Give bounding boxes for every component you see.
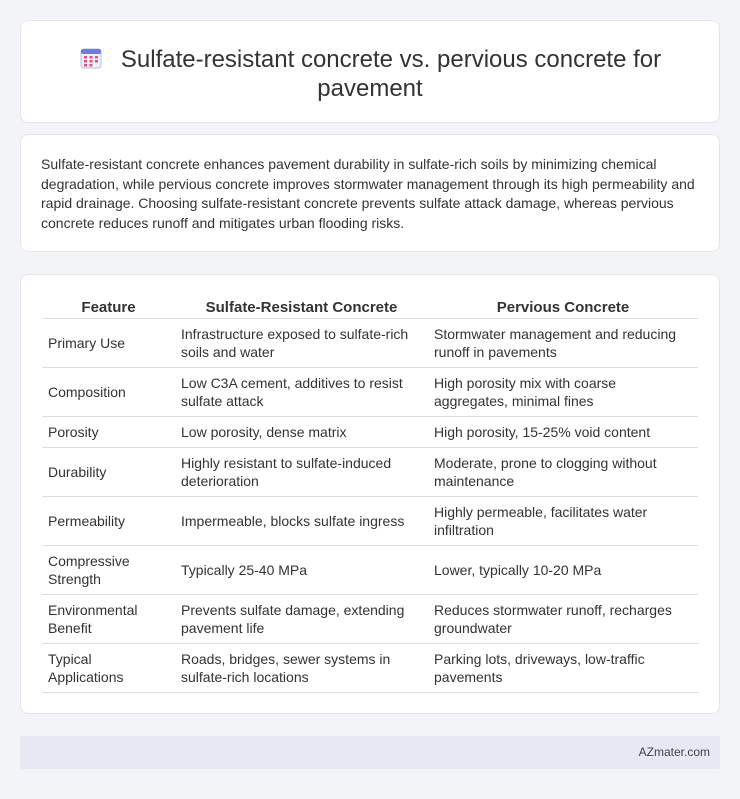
- feature-cell: Composition: [42, 368, 175, 417]
- feature-cell: Primary Use: [42, 319, 175, 368]
- sulfate-resistant-cell: Roads, bridges, sewer systems in sulfate-rich locations: [175, 644, 428, 693]
- comparison-table: [42, 296, 698, 693]
- feature-cell: Durability: [42, 448, 175, 497]
- footer: [20, 736, 720, 769]
- sulfate-resistant-cell: Prevents sulfate damage, extending pavement life: [175, 595, 428, 644]
- table-header-row: [42, 296, 698, 319]
- table-row: [42, 448, 698, 497]
- feature-cell: Porosity: [42, 417, 175, 448]
- table-row: [42, 546, 698, 595]
- calendar-icon: [79, 46, 103, 70]
- header-sulfate-resistant: Sulfate-Resistant Concrete: [175, 296, 428, 319]
- title-card: [20, 20, 720, 123]
- feature-cell: Permeability: [42, 497, 175, 546]
- table-row: [42, 368, 698, 417]
- sulfate-resistant-cell: Impermeable, blocks sulfate ingress: [175, 497, 428, 546]
- header-feature: Feature: [42, 296, 175, 319]
- header-pervious: Pervious Concrete: [428, 296, 698, 319]
- table-row: [42, 319, 698, 368]
- page-title-wrap: [21, 45, 719, 103]
- pervious-cell: Lower, typically 10-20 MPa: [428, 546, 698, 595]
- footer-brand: AZmater.com: [638, 745, 710, 759]
- feature-cell: Environmental Benefit: [42, 595, 175, 644]
- pervious-cell: Highly permeable, facilitates water infiltration: [428, 497, 698, 546]
- summary-card: [20, 134, 720, 252]
- sulfate-resistant-cell: Highly resistant to sulfate-induced deterioration: [175, 448, 428, 497]
- pervious-cell: High porosity, 15-25% void content: [428, 417, 698, 448]
- page-title: Sulfate-resistant concrete vs. pervious concrete for pavement: [120, 46, 662, 102]
- pervious-cell: High porosity mix with coarse aggregates, minimal fines: [428, 368, 698, 417]
- table-row: [42, 644, 698, 693]
- pervious-cell: Parking lots, driveways, low-traffic pavements: [428, 644, 698, 693]
- pervious-cell: Reduces stormwater runoff, recharges groundwater: [428, 595, 698, 644]
- comparison-table-card: [20, 274, 720, 714]
- table-row: [42, 497, 698, 546]
- pervious-cell: Stormwater management and reducing runoff in pavements: [428, 319, 698, 368]
- feature-cell: Typical Applications: [42, 644, 175, 693]
- sulfate-resistant-cell: Infrastructure exposed to sulfate-rich soils and water: [175, 319, 428, 368]
- feature-cell: Compressive Strength: [42, 546, 175, 595]
- sulfate-resistant-cell: Low C3A cement, additives to resist sulfate attack: [175, 368, 428, 417]
- sulfate-resistant-cell: Typically 25-40 MPa: [175, 546, 428, 595]
- table-row: [42, 595, 698, 644]
- summary-text: Sulfate-resistant concrete enhances pavement durability in sulfate-rich soils by minimizing chemical degradation, while pervious concrete improves stormwater management through its high permeability and rapid drainage. Choosing sulfate-resistant concrete prevents sulfate attack damage, whereas pervious concrete reduces runoff and mitigates urban flooding risks.: [41, 156, 695, 231]
- pervious-cell: Moderate, prone to clogging without maintenance: [428, 448, 698, 497]
- sulfate-resistant-cell: Low porosity, dense matrix: [175, 417, 428, 448]
- table-row: [42, 417, 698, 448]
